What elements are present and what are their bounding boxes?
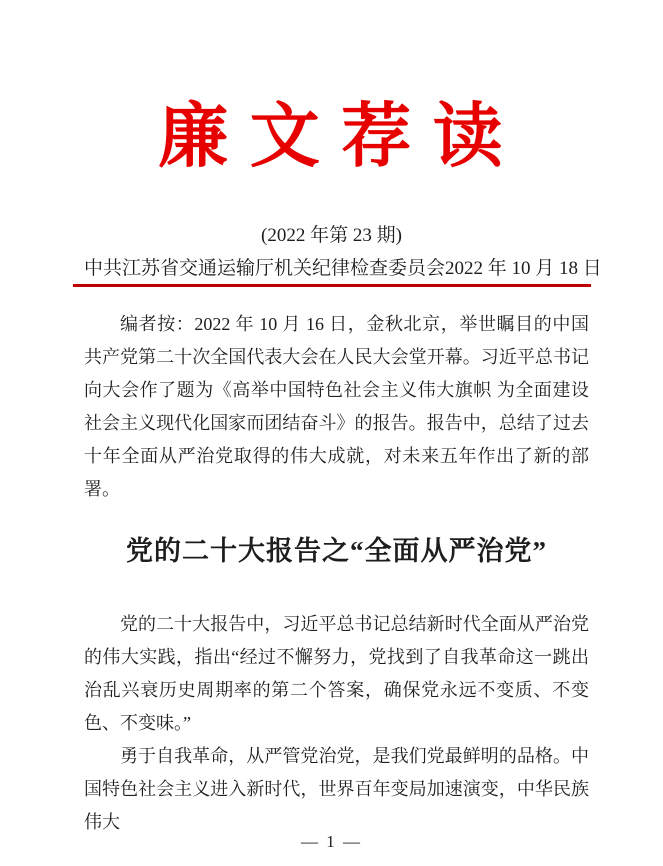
issue-number: (2022 年第 23 期) xyxy=(261,225,402,246)
masthead xyxy=(84,257,602,281)
page-number: — 1 — xyxy=(301,832,362,851)
red-divider-rule xyxy=(73,284,591,287)
article-paragraph-1: 党的二十大报告中，习近平总书记总结新时代全面从严治党的伟大实践，指出“经过不懈努力，党找到了自我革命这一跳出治乱兴衰历史周期率的第二个答案，确保党永远不变质、不变色、不变味。” xyxy=(84,614,589,733)
publisher-name: 中共江苏省交通运输厅机关纪律检查委员会 xyxy=(84,258,446,279)
page-title: 廉 文 荐 读 xyxy=(158,99,505,176)
article-heading: 党的二十大报告之“全面从严治党” xyxy=(126,536,547,566)
article-paragraph-2: 勇于自我革命，从严管党治党，是我们党最鲜明的品格。中国特色社会主义进入新时代，世界百年变局加速演变，中华民族伟大 xyxy=(84,746,589,832)
content-column xyxy=(84,257,602,839)
editor-note-paragraph: 编者按：2022 年 10 月 16 日，金秋北京，举世瞩目的中国共产党第二十次全国代表大会在人民大会堂开幕。习近平总书记向大会作了题为《高举中国特色社会主义伟大旗帜 为全面建设社会主义现代化国家而团结奋斗》的报告。报告中，总结了过去十年全面从严治党取得的伟大成就，对未来五年作出了新的部署。 xyxy=(84,314,589,499)
publish-date: 2022 年 10 月 18 日 xyxy=(445,258,602,279)
